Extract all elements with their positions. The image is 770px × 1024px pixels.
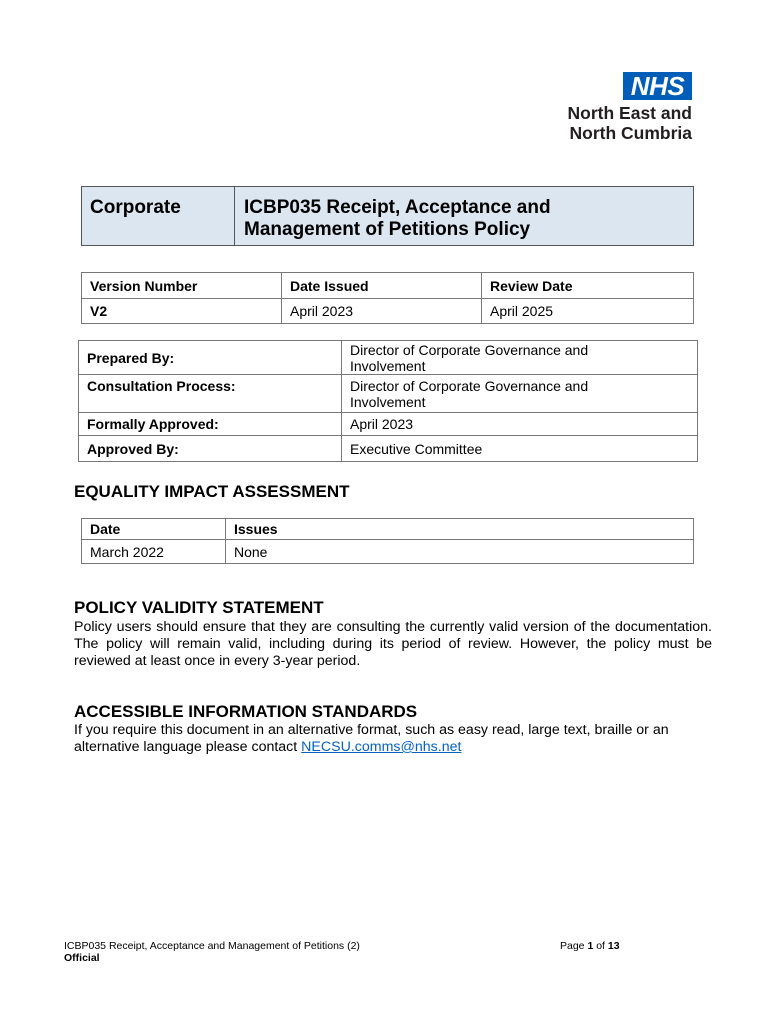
- consultation-value: [342, 375, 698, 413]
- page-of: of: [593, 940, 608, 952]
- equality-date-header: Date: [82, 519, 226, 540]
- prepared-by-value-line-1: Director of Corporate Governance and: [350, 341, 589, 358]
- equality-issues-header: Issues: [226, 519, 694, 540]
- category-label: Corporate: [90, 197, 181, 218]
- equality-table: [81, 518, 694, 564]
- version-table: [81, 272, 694, 324]
- formally-approved-label: Formally Approved:: [79, 413, 342, 436]
- review-date-value: April 2025: [482, 299, 694, 324]
- consultation-label: Consultation Process:: [79, 375, 342, 413]
- equality-issues-value: None: [226, 540, 694, 564]
- accessible-heading: ACCESSIBLE INFORMATION STANDARDS: [74, 702, 418, 721]
- title-box: [81, 186, 694, 246]
- policy-title-line-2: Management of Petitions Policy: [244, 219, 531, 240]
- contact-email-link[interactable]: NECSU.comms@nhs.net: [301, 739, 462, 755]
- approved-by-value: Executive Committee: [342, 436, 698, 462]
- page-prefix: Page: [560, 940, 588, 952]
- page-current: 1: [587, 940, 594, 952]
- version-header: Version Number: [82, 273, 282, 299]
- policy-title-line-1: ICBP035 Receipt, Acceptance and: [244, 197, 551, 218]
- consultation-value-line-1: Director of Corporate Governance and: [350, 377, 589, 394]
- approval-table: [78, 340, 698, 462]
- page-total: 13: [607, 940, 620, 952]
- approved-by-label: Approved By:: [79, 436, 342, 462]
- nhs-logo: NHS: [623, 72, 692, 100]
- accessible-text: [74, 722, 712, 756]
- formally-approved-value: April 2023: [342, 413, 698, 436]
- policy-title: [244, 197, 684, 241]
- accessible-text-body: If you require this document in an alternative format, such as easy read, large text, braille or an alternative language please contact: [74, 722, 669, 755]
- validity-heading: POLICY VALIDITY STATEMENT: [74, 598, 324, 617]
- page-number: [560, 940, 620, 952]
- review-date-header: Review Date: [482, 273, 694, 299]
- footer-classification: Official: [64, 952, 100, 964]
- equality-heading: EQUALITY IMPACT ASSESSMENT: [74, 482, 350, 501]
- prepared-by-value: [342, 341, 698, 375]
- consultation-value-line-2: Involvement: [350, 393, 426, 410]
- version-value: V2: [82, 299, 282, 324]
- prepared-by-label: Prepared By:: [79, 341, 342, 375]
- org-name-line-1: North East and: [567, 103, 692, 123]
- org-name-line-2: North Cumbria: [569, 123, 692, 143]
- validity-text: Policy users should ensure that they are consulting the currently valid version of the documentation. The policy will remain valid, including during its period of review. However, the policy must be reviewed at least once in every 3-year period.: [74, 619, 712, 669]
- footer-doc-title: ICBP035 Receipt, Acceptance and Management of Petitions (2): [64, 940, 360, 952]
- date-issued-header: Date Issued: [282, 273, 482, 299]
- equality-date-value: March 2022: [82, 540, 226, 564]
- date-issued-value: April 2023: [282, 299, 482, 324]
- prepared-by-value-line-2: Involvement: [350, 357, 426, 374]
